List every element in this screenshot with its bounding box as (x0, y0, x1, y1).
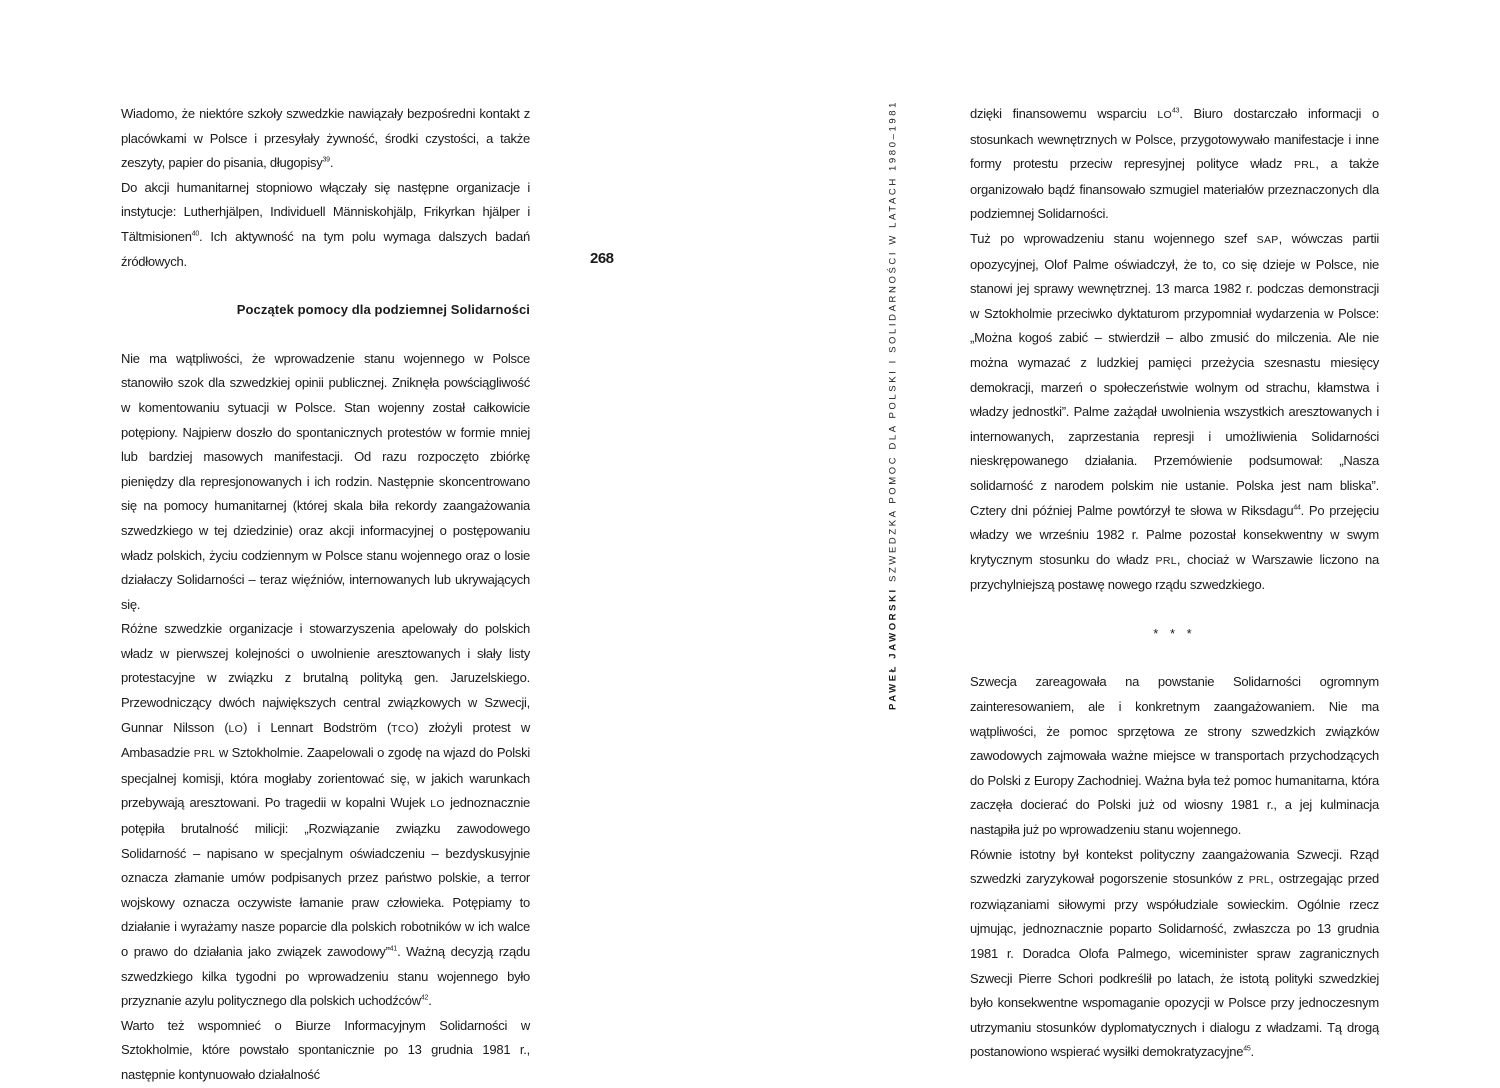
right-text-column (970, 102, 1379, 1065)
text-run: Tuż po wprowadzeniu stanu wojennego szef (970, 230, 1257, 246)
acronym: LO (1157, 109, 1173, 121)
text-run: , chociaż w Warszawie liczono na przychylniejszą postawę nowego rządu szwedzkiego. (970, 551, 1379, 593)
text-run: jednoznacznie potępiła brutalność milicji: „Rozwiązanie związku zawodowego Solidarność – napisano w specjalnym oświadczeniu – bezdyskusyjnie oznacza złamanie umów podpisanych przez państwo polskie, a terror wojskowy oznacza oczywiste łamanie praw człowieka. Potępiamy to działanie i wyrażamy nasze poparcie dla polskich robotników w ich walce o prawo do działania jako związek zawodowy” (121, 795, 530, 959)
footnote-ref: 45 (1243, 1046, 1251, 1054)
text-run: . Biuro dostarczało informacji o stosunkach wewnętrznych w Polsce, przygotowywało manifestacje i inne formy protestu przeciw represyjnej polityce władz (970, 106, 1379, 172)
footnote-ref: 42 (420, 994, 429, 1002)
footnote-ref: 44 (1293, 504, 1301, 512)
text-run: . (428, 993, 432, 1009)
paragraph (970, 227, 1379, 598)
acronym: TCO (391, 722, 415, 735)
paragraph (970, 670, 1379, 842)
acronym: LO (228, 722, 244, 735)
footnote-ref: 41 (389, 945, 398, 953)
text-run: Nie ma wątpliwości, że wprowadzenie stanu wojennego w Polsce stanowiło szok dla szwedzkiej opinii publicznej. Zniknęła powściągliwość w komentowaniu sytuacji w Polsce. Stan wojenny został całkowicie potępiony. Najpierw doszło do spontanicznych protestów w formie mniej lub bardziej masowych manifestacji. Od razu rozpoczęto zbiórkę pieniędzy dla represjonowanych i ich rodzin. Następnie skoncentrowano się na pomocy humanitarnej (której skala biła rekordy zaangażowania szwedzkiego w tej dziedzinie) oraz akcji informacyjnej o postępowaniu władz polskich, życiu codziennym w Polsce stanu wojennego oraz o losie działaczy Solidarności – teraz więźniów, internowanych lub ukrywających się. (121, 350, 530, 612)
acronym: SAP (1256, 233, 1279, 246)
footnote-ref: 39 (322, 156, 330, 164)
acronym: PRL (1155, 554, 1177, 567)
text-run: Warto też wspomnieć o Biurze Informacyjnym Solidarności w Sztokholmie, które powstało spontanicznie po 13 grudnia 1981 r., następnie kontynuowało działalność (121, 1017, 530, 1082)
text-run: . (329, 155, 334, 171)
text-run: , ostrzegając przed rozwiązaniami siłowymi przy współudziale sowieckim. Ogólnie rzecz ujmując, jednoznacznie poparto Solidarność, zwłaszcza po 13 grudnia 1981 r. Doradca Olofa Palmego, wiceminister spraw zagranicznych Szwecji Pierre Schori podkreślił po latach, że istotą polityki szwedzkiej było konsekwentne wspomaganie opozycji w Polsce przy jednoczesnym utrzymaniu stosunków dyplomatycznych i dialogu z władzami. Tą drogą postanowiono wspierać wysiłki demokratyzacyjne (970, 871, 1379, 1060)
text-run: Szwecja zareagowała na powstanie Solidarności ogromnym zainteresowaniem, ale i konkretnym zaangażowaniem. Nie ma wątpliwości, że pomoc sprzętowa ze strony szwedzkich związków zawodowych zajmowała ważne miejsce w transportach przychodzących do Polski z Europy Zachodniej. Ważna była też pomoc humanitarna, która zaczęła docierać do Polski już od wiosny 1981 r., a jej kulminacja nastąpiła już po wprowadzeniu stanu wojennego. (970, 674, 1379, 838)
running-head-author: PAWEŁ JAWORSKI (887, 587, 899, 711)
text-run: Do akcji humanitarnej stopniowo włączały się następne organizacje i instytucje: Lutherhjälpen, Individuell Människohjälp, Frikyrkan hjälper i Tältmisionen (121, 179, 530, 244)
paragraph (121, 617, 530, 1014)
text-run: , a także organizowało bądź finansowało szmugiel materiałów przeznaczonych dla podziemnej Solidarności. (970, 156, 1380, 222)
paragraph (970, 843, 1379, 1065)
text-run: dzięki finansowemu wsparciu (970, 106, 1158, 121)
text-run: . (1250, 1044, 1254, 1060)
paragraph (121, 1014, 530, 1088)
paragraph (970, 102, 1379, 227)
acronym: LO (430, 798, 445, 811)
text-run: , wówczas partii opozycyjnej, Olof Palme oświadczył, że to, co się dzieje w Polsce, nie stanowi jej sprawy wewnętrznej. 13 marca 1982 r. podczas demonstracji w Sztokholmie przeciwko dyktaturom przypomniał wydarzenia w Polsce: „Można kogoś zabić – stwierdził – albo zmusić do milczenia. Ale nie można wymazać z ludzkiej pamięci przeżycia szesnastu miesięcy demokracji, marzeń o społeczeństwie wolnym od strachu, kłamstwa i władzy jednostki”. Palme zażądał uwolnienia wszystkich aresztowanych i internowanych, zaprzestania represji i umożliwienia Solidarności nieskrępowanego działania. Przemówienie podsumował: „Nasza solidarność z narodem polskim nie ustanie. Polska jest nam bliska”. Cztery dni później Palme powtórzył te słowa w Riksdagu (970, 230, 1379, 518)
acronym: PRL (193, 748, 216, 761)
text-run: . Ważną decyzją rządu szwedzkiego kilka tygodni po wprowadzeniu stanu wojennego było przyznanie azylu politycznego dla polskich uchodźców (121, 944, 530, 1009)
running-head (888, 100, 899, 710)
running-head-title: SZWEDZKA POMOC DLA POLSKI I SOLIDARNOŚCI W LATACH 1980–1981 (887, 99, 899, 582)
text-run: w Sztokholmie. Zaapelowali o zgodę na wjazd do Polski specjalnej komisji, która mogłaby zorientować się, w jakich warunkach przebywają aresztowani. Po tragedii w kopalni Wujek (121, 745, 530, 811)
text-run: Wiadomo, że niektóre szkoły szwedzkie nawiązały bezpośredni kontakt z placówkami w Polsce i przesyłały żywność, środki czystości, a także zeszyty, papier do pisania, długopisy (121, 106, 530, 171)
paragraph (121, 102, 530, 176)
text-run: Równie istotny był kontekst polityczny zaangażowania Szwecji. Rząd szwedzki zaryzykował pogorszenie stosunków z (970, 846, 1379, 887)
page-number: 268 (590, 250, 614, 267)
left-text-column (121, 102, 530, 1088)
acronym: PRL (1294, 159, 1316, 172)
paragraph (121, 347, 530, 618)
footnote-ref: 40 (191, 230, 199, 238)
text-run: Różne szwedzkie organizacje i stowarzyszenia apelowały do polskich władz w pierwszej kolejności o uwolnienie aresztowanych i słały listy protestacyjne w związku z brutalną polityką gen. Jaruzelskiego. Przewodniczący dwóch największych central związkowych w Szwecji, Gunnar Nilsson ( (121, 621, 530, 735)
text-run: ) i Lennart Bodström ( (243, 719, 392, 735)
section-heading: Początek pomocy dla podziemnej Solidarności (236, 302, 530, 318)
text-run: . Po przejęciu władzy we wrześniu 1982 r. Palme pozostał konsekwentny w swym krytycznym stosunku do władz (970, 502, 1380, 567)
text-run: . Ich aktywność na tym polu wymaga dalszych badań źródłowych. (121, 228, 530, 269)
acronym: PRL (1248, 874, 1271, 887)
footnote-ref: 43 (1172, 107, 1180, 115)
section-separator: * * * (1153, 625, 1196, 641)
paragraph (121, 176, 530, 274)
text-run: ) złożyli protest w Ambasadzie (121, 719, 530, 761)
